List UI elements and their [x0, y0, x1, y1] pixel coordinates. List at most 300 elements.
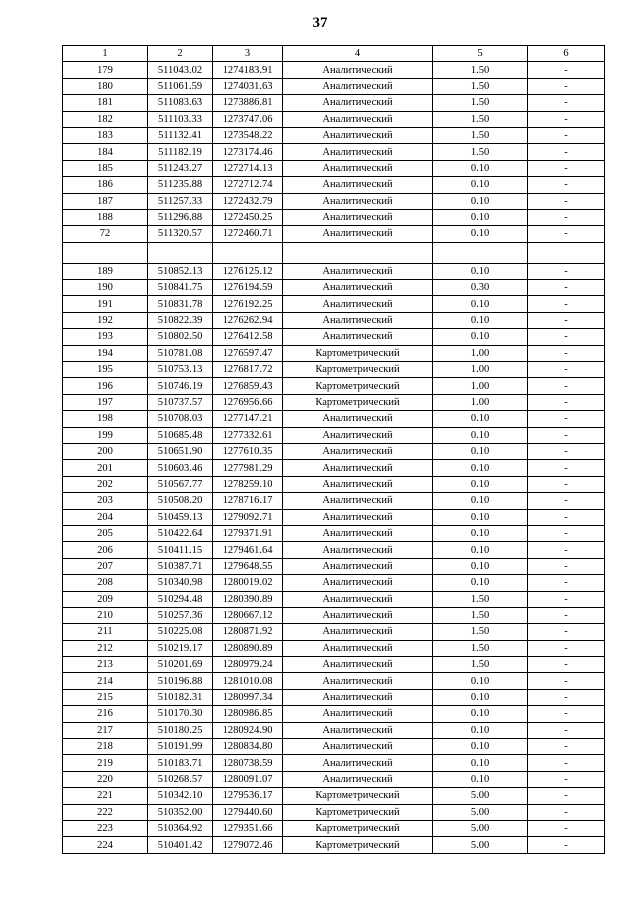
table-row	[63, 657, 605, 673]
precision-cell: 1.50	[433, 127, 528, 143]
y-coordinate-cell: 1279371.91	[213, 525, 283, 541]
point-number-cell: 217	[63, 722, 148, 738]
x-coordinate-cell: 510459.13	[148, 509, 213, 525]
table-row	[63, 160, 605, 176]
y-coordinate-cell: 1272714.13	[213, 160, 283, 176]
table-row	[63, 820, 605, 836]
precision-cell: 0.10	[433, 706, 528, 722]
page-number: 37	[312, 15, 328, 31]
y-coordinate-cell: 1279536.17	[213, 788, 283, 804]
column-header: 5	[433, 46, 528, 62]
precision-cell: 0.30	[433, 280, 528, 296]
note-cell: -	[528, 329, 605, 345]
x-coordinate-cell: 510802.50	[148, 329, 213, 345]
note-cell: -	[528, 542, 605, 558]
precision-cell: 1.50	[433, 640, 528, 656]
table-row	[63, 755, 605, 771]
note-cell: -	[528, 427, 605, 443]
precision-cell: 0.10	[433, 209, 528, 225]
y-coordinate-cell: 1276192.25	[213, 296, 283, 312]
point-number-cell: 219	[63, 755, 148, 771]
point-number-cell: 224	[63, 837, 148, 853]
precision-cell: 5.00	[433, 804, 528, 820]
x-coordinate-cell: 510268.57	[148, 771, 213, 787]
point-number-cell: 195	[63, 362, 148, 378]
note-cell: -	[528, 689, 605, 705]
point-number-cell: 200	[63, 443, 148, 459]
point-number-cell: 189	[63, 263, 148, 279]
method-cell: Аналитический	[283, 226, 433, 242]
y-coordinate-cell: 1281010.08	[213, 673, 283, 689]
point-number-cell: 196	[63, 378, 148, 394]
precision-cell: 0.10	[433, 296, 528, 312]
note-cell: -	[528, 804, 605, 820]
note-cell: -	[528, 706, 605, 722]
method-cell: Аналитический	[283, 160, 433, 176]
column-header: 2	[148, 46, 213, 62]
point-number-cell: 201	[63, 460, 148, 476]
method-cell: Аналитический	[283, 177, 433, 193]
y-coordinate-cell: 1280979.24	[213, 657, 283, 673]
precision-cell: 0.10	[433, 542, 528, 558]
y-coordinate-cell: 1280019.02	[213, 575, 283, 591]
method-cell: Аналитический	[283, 193, 433, 209]
table-row	[63, 144, 605, 160]
point-number-cell: 210	[63, 607, 148, 623]
method-cell: Аналитический	[283, 657, 433, 673]
y-coordinate-cell: 1272450.25	[213, 209, 283, 225]
table-row	[63, 837, 605, 853]
x-coordinate-cell: 510191.99	[148, 739, 213, 755]
precision-cell: 0.10	[433, 177, 528, 193]
note-cell: -	[528, 820, 605, 836]
precision-cell: 1.00	[433, 345, 528, 361]
point-number-cell: 192	[63, 312, 148, 328]
method-cell: Аналитический	[283, 411, 433, 427]
point-number-cell: 208	[63, 575, 148, 591]
precision-cell: 1.50	[433, 607, 528, 623]
x-coordinate-cell: 511320.57	[148, 226, 213, 242]
column-header: 4	[283, 46, 433, 62]
precision-cell: 0.10	[433, 493, 528, 509]
table-row	[63, 476, 605, 492]
method-cell: Аналитический	[283, 558, 433, 574]
precision-cell: 0.10	[433, 755, 528, 771]
method-cell: Аналитический	[283, 62, 433, 78]
precision-cell: 1.50	[433, 657, 528, 673]
y-coordinate-cell: 1280667.12	[213, 607, 283, 623]
precision-cell: 0.10	[433, 525, 528, 541]
table-row	[63, 378, 605, 394]
precision-cell: 0.10	[433, 263, 528, 279]
table-row	[63, 624, 605, 640]
point-number-cell: 193	[63, 329, 148, 345]
x-coordinate-cell: 510183.71	[148, 755, 213, 771]
point-number-cell	[63, 242, 148, 263]
x-coordinate-cell: 511083.63	[148, 95, 213, 111]
y-coordinate-cell: 1274183.91	[213, 62, 283, 78]
point-number-cell: 220	[63, 771, 148, 787]
note-cell: -	[528, 378, 605, 394]
y-coordinate-cell: 1279440.60	[213, 804, 283, 820]
x-coordinate-cell: 510781.08	[148, 345, 213, 361]
point-number-cell: 190	[63, 280, 148, 296]
x-coordinate-cell: 510746.19	[148, 378, 213, 394]
table-row	[63, 362, 605, 378]
method-cell: Аналитический	[283, 144, 433, 160]
table-row	[63, 394, 605, 410]
precision-cell: 0.10	[433, 739, 528, 755]
table-row	[63, 329, 605, 345]
precision-cell: 0.10	[433, 411, 528, 427]
x-coordinate-cell: 511061.59	[148, 78, 213, 94]
precision-cell: 0.10	[433, 312, 528, 328]
note-cell: -	[528, 640, 605, 656]
table-row	[63, 591, 605, 607]
y-coordinate-cell: 1280834.80	[213, 739, 283, 755]
note-cell: -	[528, 62, 605, 78]
method-cell: Аналитический	[283, 95, 433, 111]
y-coordinate-cell: 1279351.66	[213, 820, 283, 836]
note-cell: -	[528, 788, 605, 804]
table-row	[63, 509, 605, 525]
point-number-cell: 211	[63, 624, 148, 640]
x-coordinate-cell: 511296.88	[148, 209, 213, 225]
note-cell: -	[528, 177, 605, 193]
precision-cell: 0.10	[433, 476, 528, 492]
note-cell: -	[528, 509, 605, 525]
method-cell: Аналитический	[283, 624, 433, 640]
method-cell: Аналитический	[283, 706, 433, 722]
note-cell: -	[528, 657, 605, 673]
x-coordinate-cell: 510651.90	[148, 443, 213, 459]
precision-cell: 0.10	[433, 443, 528, 459]
point-number-cell: 180	[63, 78, 148, 94]
point-number-cell: 199	[63, 427, 148, 443]
point-number-cell: 214	[63, 673, 148, 689]
y-coordinate-cell: 1273747.06	[213, 111, 283, 127]
table-row	[63, 689, 605, 705]
note-cell: -	[528, 280, 605, 296]
note-cell: -	[528, 160, 605, 176]
column-header: 3	[213, 46, 283, 62]
point-number-cell: 223	[63, 820, 148, 836]
x-coordinate-cell: 510196.88	[148, 673, 213, 689]
method-cell: Картометрический	[283, 820, 433, 836]
x-coordinate-cell: 510180.25	[148, 722, 213, 738]
x-coordinate-cell: 510257.36	[148, 607, 213, 623]
x-coordinate-cell: 510201.69	[148, 657, 213, 673]
y-coordinate-cell: 1280091.07	[213, 771, 283, 787]
table-row	[63, 177, 605, 193]
note-cell: -	[528, 296, 605, 312]
x-coordinate-cell	[148, 242, 213, 263]
point-number-cell: 185	[63, 160, 148, 176]
point-number-cell: 194	[63, 345, 148, 361]
point-number-cell: 207	[63, 558, 148, 574]
table-row	[63, 804, 605, 820]
precision-cell: 1.00	[433, 362, 528, 378]
y-coordinate-cell: 1280997.34	[213, 689, 283, 705]
point-number-cell: 218	[63, 739, 148, 755]
method-cell	[283, 242, 433, 263]
precision-cell: 0.10	[433, 575, 528, 591]
table-row	[63, 209, 605, 225]
table-row	[63, 78, 605, 94]
table-row	[63, 263, 605, 279]
precision-cell: 0.10	[433, 160, 528, 176]
table-row	[63, 62, 605, 78]
precision-cell: 0.10	[433, 226, 528, 242]
point-number-cell: 181	[63, 95, 148, 111]
note-cell: -	[528, 755, 605, 771]
y-coordinate-cell: 1276956.66	[213, 394, 283, 410]
table-row	[63, 607, 605, 623]
method-cell: Картометрический	[283, 837, 433, 853]
method-cell: Картометрический	[283, 378, 433, 394]
method-cell: Картометрический	[283, 788, 433, 804]
note-cell: -	[528, 312, 605, 328]
table-row	[63, 771, 605, 787]
note-cell: -	[528, 127, 605, 143]
method-cell: Аналитический	[283, 591, 433, 607]
note-cell	[528, 242, 605, 263]
y-coordinate-cell: 1278259.10	[213, 476, 283, 492]
table-row	[63, 739, 605, 755]
table-row	[63, 193, 605, 209]
point-number-cell: 203	[63, 493, 148, 509]
method-cell: Аналитический	[283, 460, 433, 476]
precision-cell: 0.10	[433, 193, 528, 209]
y-coordinate-cell: 1273886.81	[213, 95, 283, 111]
x-coordinate-cell: 510170.30	[148, 706, 213, 722]
x-coordinate-cell: 510294.48	[148, 591, 213, 607]
x-coordinate-cell: 510401.42	[148, 837, 213, 853]
note-cell: -	[528, 443, 605, 459]
x-coordinate-cell: 511182.19	[148, 144, 213, 160]
point-number-cell: 204	[63, 509, 148, 525]
method-cell: Аналитический	[283, 542, 433, 558]
precision-cell: 1.50	[433, 111, 528, 127]
note-cell: -	[528, 144, 605, 160]
table-row	[63, 722, 605, 738]
column-header: 1	[63, 46, 148, 62]
table-row	[63, 443, 605, 459]
note-cell: -	[528, 525, 605, 541]
y-coordinate-cell: 1274031.63	[213, 78, 283, 94]
table-row	[63, 640, 605, 656]
point-number-cell: 212	[63, 640, 148, 656]
precision-cell: 1.50	[433, 624, 528, 640]
x-coordinate-cell: 510387.71	[148, 558, 213, 574]
note-cell: -	[528, 193, 605, 209]
point-number-cell: 213	[63, 657, 148, 673]
note-cell: -	[528, 722, 605, 738]
precision-cell: 0.10	[433, 771, 528, 787]
y-coordinate-cell: 1276597.47	[213, 345, 283, 361]
table-row	[63, 296, 605, 312]
method-cell: Картометрический	[283, 394, 433, 410]
note-cell: -	[528, 624, 605, 640]
table-row	[63, 706, 605, 722]
note-cell: -	[528, 263, 605, 279]
y-coordinate-cell	[213, 242, 283, 263]
note-cell: -	[528, 607, 605, 623]
point-number-cell: 182	[63, 111, 148, 127]
point-number-cell: 72	[63, 226, 148, 242]
x-coordinate-cell: 510831.78	[148, 296, 213, 312]
method-cell: Аналитический	[283, 312, 433, 328]
method-cell: Аналитический	[283, 427, 433, 443]
table-row	[63, 280, 605, 296]
method-cell: Картометрический	[283, 804, 433, 820]
method-cell: Аналитический	[283, 111, 433, 127]
precision-cell: 0.10	[433, 673, 528, 689]
y-coordinate-cell: 1277610.35	[213, 443, 283, 459]
point-number-cell: 215	[63, 689, 148, 705]
x-coordinate-cell: 510182.31	[148, 689, 213, 705]
precision-cell	[433, 242, 528, 263]
note-cell: -	[528, 111, 605, 127]
y-coordinate-cell: 1273174.46	[213, 144, 283, 160]
precision-cell: 1.50	[433, 95, 528, 111]
precision-cell: 1.50	[433, 78, 528, 94]
point-number-cell: 202	[63, 476, 148, 492]
y-coordinate-cell: 1272460.71	[213, 226, 283, 242]
precision-cell: 0.10	[433, 722, 528, 738]
coordinates-table	[62, 45, 605, 854]
note-cell: -	[528, 411, 605, 427]
table-row	[63, 558, 605, 574]
method-cell: Картометрический	[283, 345, 433, 361]
table-row	[63, 226, 605, 242]
point-number-cell: 205	[63, 525, 148, 541]
note-cell: -	[528, 558, 605, 574]
table-row	[63, 788, 605, 804]
y-coordinate-cell: 1279648.55	[213, 558, 283, 574]
table-body	[63, 62, 605, 853]
y-coordinate-cell: 1272432.79	[213, 193, 283, 209]
precision-cell: 1.50	[433, 62, 528, 78]
x-coordinate-cell: 510364.92	[148, 820, 213, 836]
note-cell: -	[528, 209, 605, 225]
point-number-cell: 184	[63, 144, 148, 160]
method-cell: Аналитический	[283, 607, 433, 623]
y-coordinate-cell: 1280738.59	[213, 755, 283, 771]
point-number-cell: 221	[63, 788, 148, 804]
y-coordinate-cell: 1279092.71	[213, 509, 283, 525]
x-coordinate-cell: 510340.98	[148, 575, 213, 591]
x-coordinate-cell: 510219.17	[148, 640, 213, 656]
table-row	[63, 127, 605, 143]
point-number-cell: 206	[63, 542, 148, 558]
x-coordinate-cell: 510422.64	[148, 525, 213, 541]
method-cell: Аналитический	[283, 722, 433, 738]
x-coordinate-cell: 510352.00	[148, 804, 213, 820]
x-coordinate-cell: 510342.10	[148, 788, 213, 804]
x-coordinate-cell: 511235.88	[148, 177, 213, 193]
note-cell: -	[528, 493, 605, 509]
y-coordinate-cell: 1273548.22	[213, 127, 283, 143]
y-coordinate-cell: 1276194.59	[213, 280, 283, 296]
method-cell: Аналитический	[283, 525, 433, 541]
y-coordinate-cell: 1280890.89	[213, 640, 283, 656]
y-coordinate-cell: 1276859.43	[213, 378, 283, 394]
point-number-cell: 197	[63, 394, 148, 410]
method-cell: Аналитический	[283, 673, 433, 689]
method-cell: Аналитический	[283, 476, 433, 492]
method-cell: Аналитический	[283, 509, 433, 525]
x-coordinate-cell: 510603.46	[148, 460, 213, 476]
method-cell: Картометрический	[283, 362, 433, 378]
method-cell: Аналитический	[283, 689, 433, 705]
method-cell: Аналитический	[283, 755, 433, 771]
y-coordinate-cell: 1276817.72	[213, 362, 283, 378]
x-coordinate-cell: 510737.57	[148, 394, 213, 410]
precision-cell: 0.10	[433, 558, 528, 574]
method-cell: Аналитический	[283, 263, 433, 279]
note-cell: -	[528, 95, 605, 111]
x-coordinate-cell: 510753.13	[148, 362, 213, 378]
x-coordinate-cell: 511243.27	[148, 160, 213, 176]
note-cell: -	[528, 771, 605, 787]
y-coordinate-cell: 1280871.92	[213, 624, 283, 640]
table-row	[63, 242, 605, 263]
table-row	[63, 427, 605, 443]
y-coordinate-cell: 1279072.46	[213, 837, 283, 853]
note-cell: -	[528, 345, 605, 361]
precision-cell: 0.10	[433, 329, 528, 345]
x-coordinate-cell: 511043.02	[148, 62, 213, 78]
note-cell: -	[528, 739, 605, 755]
note-cell: -	[528, 673, 605, 689]
table-row	[63, 525, 605, 541]
note-cell: -	[528, 394, 605, 410]
table-row	[63, 95, 605, 111]
x-coordinate-cell: 511103.33	[148, 111, 213, 127]
method-cell: Аналитический	[283, 771, 433, 787]
precision-cell: 5.00	[433, 788, 528, 804]
table-row	[63, 575, 605, 591]
table-header-row	[63, 46, 605, 62]
precision-cell: 0.10	[433, 689, 528, 705]
x-coordinate-cell: 510708.03	[148, 411, 213, 427]
y-coordinate-cell: 1280390.89	[213, 591, 283, 607]
x-coordinate-cell: 511257.33	[148, 193, 213, 209]
point-number-cell: 186	[63, 177, 148, 193]
point-number-cell: 183	[63, 127, 148, 143]
note-cell: -	[528, 460, 605, 476]
precision-cell: 0.10	[433, 509, 528, 525]
note-cell: -	[528, 226, 605, 242]
table-row	[63, 673, 605, 689]
y-coordinate-cell: 1277332.61	[213, 427, 283, 443]
x-coordinate-cell: 510225.08	[148, 624, 213, 640]
method-cell: Аналитический	[283, 575, 433, 591]
x-coordinate-cell: 510508.20	[148, 493, 213, 509]
method-cell: Аналитический	[283, 78, 433, 94]
method-cell: Аналитический	[283, 329, 433, 345]
x-coordinate-cell: 510567.77	[148, 476, 213, 492]
point-number-cell: 188	[63, 209, 148, 225]
table-row	[63, 111, 605, 127]
x-coordinate-cell: 510841.75	[148, 280, 213, 296]
x-coordinate-cell: 510685.48	[148, 427, 213, 443]
method-cell: Аналитический	[283, 739, 433, 755]
point-number-cell: 222	[63, 804, 148, 820]
x-coordinate-cell: 510411.15	[148, 542, 213, 558]
y-coordinate-cell: 1276412.58	[213, 329, 283, 345]
